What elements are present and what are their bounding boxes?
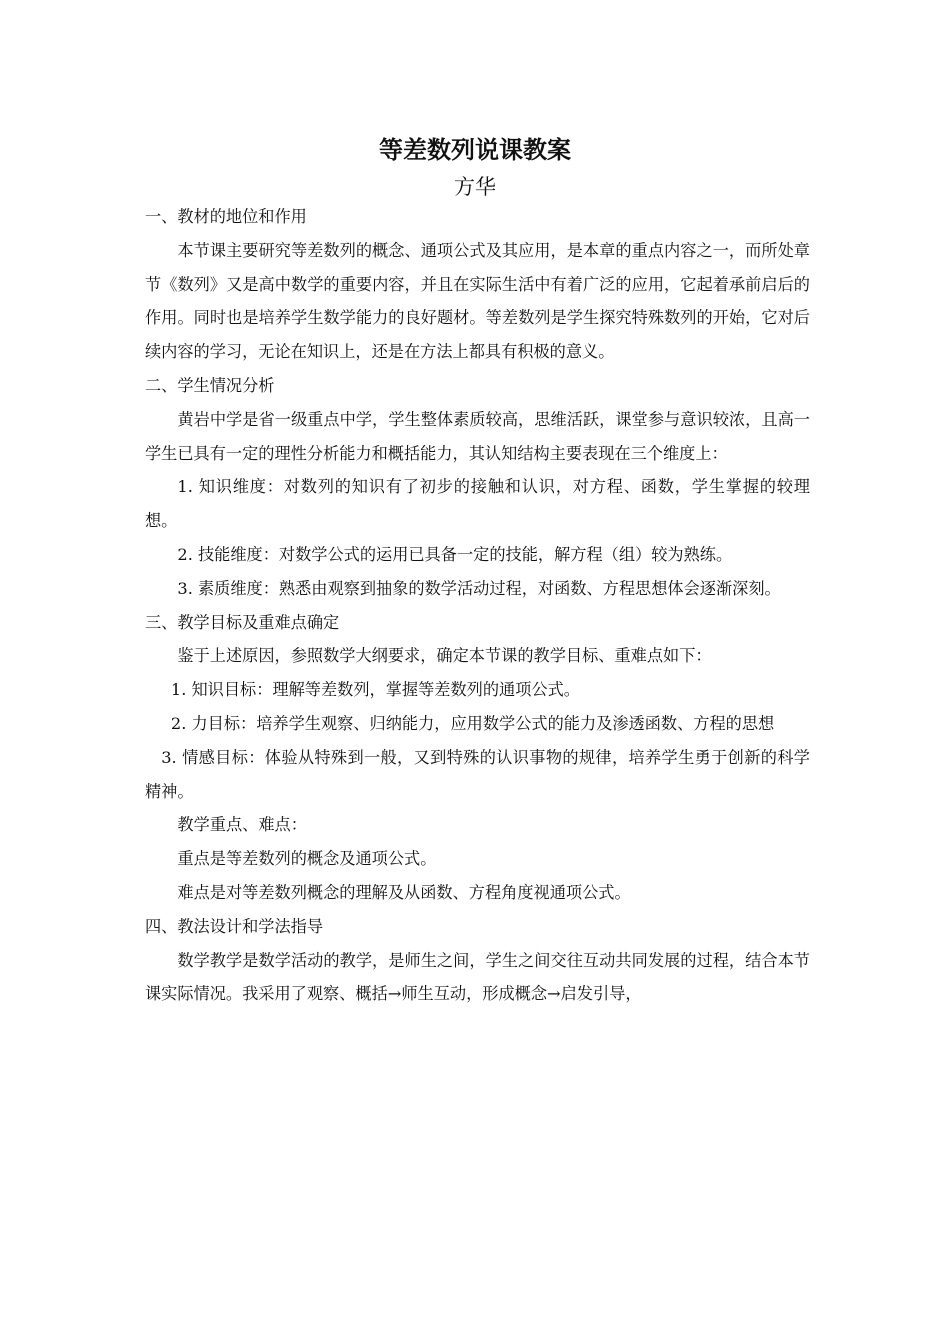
list-item: 3. 情感目标：体验从特殊到一般，又到特殊的认识事物的规律，培养学生勇于创新的科学精神。	[145, 747, 810, 801]
section-heading: 一、教材的地位和作用	[145, 207, 307, 226]
paragraph: 重点是等差数列的概念及通项公式。	[177, 849, 437, 869]
paragraph: 数学教学是数学活动的教学，是师生之间，学生之间交往互动共同发展的过程，结合本节课实际情况。我采用了观察、概括→师生互动，形成概念→启发引导，	[145, 950, 810, 1004]
paragraph: 黄岩中学是省一级重点中学，学生整体素质较高，思维活跃，课堂参与意识较浓，且高一学生已具有一定的理性分析能力和概括能力，其认知结构主要表现在三个维度上：	[145, 409, 810, 463]
document-body	[145, 200, 810, 1011]
section-heading: 二、学生情况分析	[145, 375, 275, 395]
section-heading: 三、教学目标及重难点确定	[145, 612, 340, 632]
list-item: 2. 力目标：培养学生观察、归纳能力，应用数学公式的能力及渗透函数、方程的思想	[170, 713, 775, 733]
document-author: 方华	[454, 175, 496, 199]
list-item: 1. 知识目标：理解等差数列，掌握等差数列的通项公式。	[170, 680, 580, 700]
paragraph: 难点是对等差数列概念的理解及从函数、方程角度视通项公式。	[177, 882, 631, 902]
list-item: 2. 技能维度：对数学公式的运用已具备一定的技能，解方程（组）较为熟练。	[177, 544, 733, 564]
paragraph: 教学重点、难点：	[177, 815, 307, 835]
document-title: 等差数列说课教案	[379, 136, 571, 164]
section-heading: 四、教法设计和学法指导	[145, 916, 324, 936]
list-item: 1. 知识维度：对数列的知识有了初步的接触和认识，对方程、函数，学生掌握的较理想。	[145, 477, 810, 531]
list-item: 3. 素质维度：熟悉由观察到抽象的数学活动过程，对函数、方程思想体会逐渐深刻。	[177, 578, 781, 598]
paragraph: 本节课主要研究等差数列的概念、通项公式及其应用，是本章的重点内容之一，而所处章节《数列》又是高中数学的重要内容，并且在实际生活中有着广泛的应用，它起着承前启后的作用。同时也是培养学生数学能力的良好题材。等差数列是学生探究特殊数列的开始，它对后续内容的学习，无论在知识上，还是在方法上都具有积极的意义。	[145, 240, 810, 362]
paragraph: 鉴于上述原因，参照数学大纲要求，确定本节课的教学目标、重难点如下：	[177, 646, 712, 666]
